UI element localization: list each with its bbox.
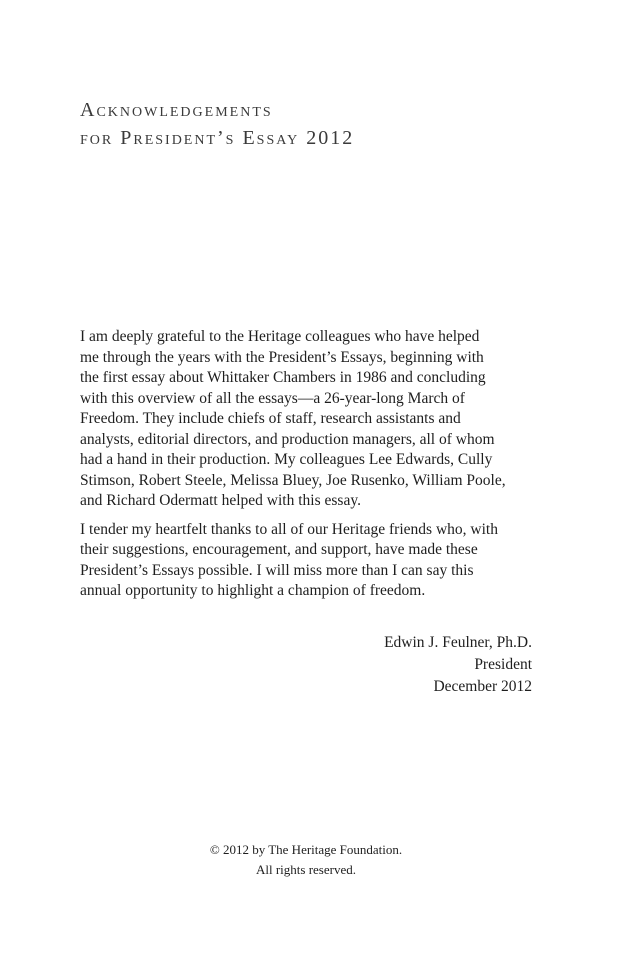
paragraph-1 — [80, 327, 550, 512]
signature-name: Edwin J. Feulner, Ph.D. — [384, 634, 532, 651]
page-title — [80, 96, 354, 152]
paragraph-line: I tender my heartfelt thanks to all of our Heritage friends who, with — [80, 520, 498, 538]
signature-date: December 2012 — [433, 678, 532, 695]
paragraph-line: Freedom. They include chiefs of staff, research assistants and — [80, 410, 461, 427]
paragraph-line: annual opportunity to highlight a champion of freedom. — [80, 582, 426, 599]
title-line-2: for President’s Essay 2012 — [80, 127, 355, 149]
signature-block — [384, 632, 532, 698]
paragraph-line: had a hand in their production. My colleagues Lee Edwards, Cully — [80, 451, 493, 468]
acknowledgement-body — [80, 327, 550, 610]
paragraph-2 — [80, 520, 550, 602]
paragraph-line: their suggestions, encouragement, and support, have made these — [80, 541, 478, 558]
paragraph-line: President’s Essays possible. I will miss more than I can say this — [80, 561, 474, 579]
signature-role: President — [474, 656, 532, 673]
paragraph-line: Stimson, Robert Steele, Melissa Bluey, Joe Rusenko, William Poole, — [80, 471, 506, 489]
paragraph-line: me through the years with the President’s Essays, beginning with — [80, 348, 484, 366]
paragraph-line: analysts, editorial directors, and production managers, all of whom — [80, 430, 495, 448]
paragraph-line: I am deeply grateful to the Heritage colleagues who have helped — [80, 328, 480, 345]
copyright-block — [80, 840, 532, 880]
paragraph-line: and Richard Odermatt helped with this essay. — [80, 492, 361, 509]
paragraph-line: the first essay about Whittaker Chambers in 1986 and concluding — [80, 369, 486, 386]
paragraph-line: with this overview of all the essays—a 26-year-long March of — [80, 389, 465, 407]
copyright-rights: All rights reserved. — [255, 862, 356, 877]
title-line-1: Acknowledgements — [80, 99, 273, 121]
copyright-notice: © 2012 by The Heritage Foundation. — [209, 842, 403, 857]
